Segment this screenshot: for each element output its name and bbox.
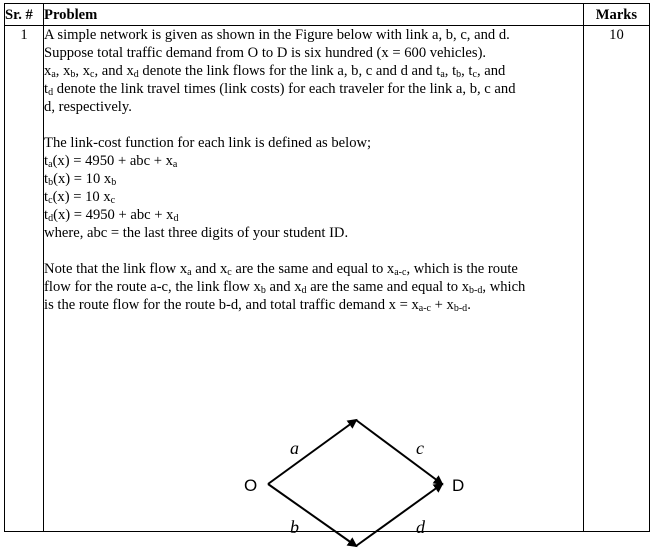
cost-heading: The link-cost function for each link is defined as below; — [44, 135, 372, 151]
table-row — [5, 26, 650, 532]
cost-tb: $t_b(x) = 10$ $x_b$ — [44, 171, 117, 188]
note-line-2: flow for the route a-c, the link flow $x_b$ and $x_d$ are the same and equal to $x_{b-d}$, which — [44, 279, 526, 296]
header-problem: Problem — [44, 4, 584, 26]
intro-line-1: A simple network is given as shown in the Figure below with link a, b, c, and d. — [44, 27, 510, 43]
cost-ta: $t_a(x) = 4950$ + abc + $x_a$ — [44, 153, 178, 170]
note-line-3: is the route flow for the route b-d, and total traffic demand $x = x_{a-c} + x_{b-d}$. — [44, 297, 471, 314]
intro-line-4: $t_d$ denote the link travel times (link costs) for each traveler for the link a, b, c and — [44, 81, 516, 98]
header-sr: Sr. # — [5, 4, 44, 26]
network-diagram — [230, 412, 470, 552]
node-origin: O — [244, 476, 258, 495]
intro-line-5: d, respectively. — [44, 99, 132, 115]
cost-where: where, abc = the last three digits of your student ID. — [44, 225, 349, 241]
link-a-label: a — [290, 438, 300, 458]
cell-marks: 10 — [583, 26, 649, 532]
header-marks: Marks — [583, 4, 649, 26]
cell-sr-number: 1 — [5, 26, 44, 532]
cost-tc: $t_c(x) = 10$ $x_c$ — [44, 189, 116, 206]
spacer — [44, 242, 583, 260]
link-c-arrow — [356, 420, 442, 484]
spacer — [44, 116, 583, 134]
link-b-label: b — [290, 517, 300, 537]
node-destination: D — [452, 476, 465, 495]
link-b-arrow — [268, 484, 356, 546]
intro-line-3: $x_a$, $x_b$, $x_c$, and $x_d$ denote the link flows for the link a, b, c and d and $t_a$, $t_b$, $t_c$, and — [44, 63, 506, 80]
link-d-arrow — [356, 484, 442, 546]
link-c-label: c — [416, 438, 425, 458]
cell-problem-text — [44, 26, 584, 537]
problem-table — [4, 3, 650, 537]
note-line-1: Note that the link flow $x_a$ and $x_c$ are the same and equal to $x_{a-c}$, which is the route — [44, 261, 518, 278]
cost-td: $t_d(x) = 4950$ + abc + $x_d$ — [44, 207, 179, 224]
table-header-row — [5, 4, 650, 26]
intro-line-2: Suppose total traffic demand from O to D is six hundred (x = 600 vehicles). — [44, 45, 487, 61]
link-a-arrow — [268, 420, 356, 484]
link-d-label: d — [416, 517, 426, 537]
